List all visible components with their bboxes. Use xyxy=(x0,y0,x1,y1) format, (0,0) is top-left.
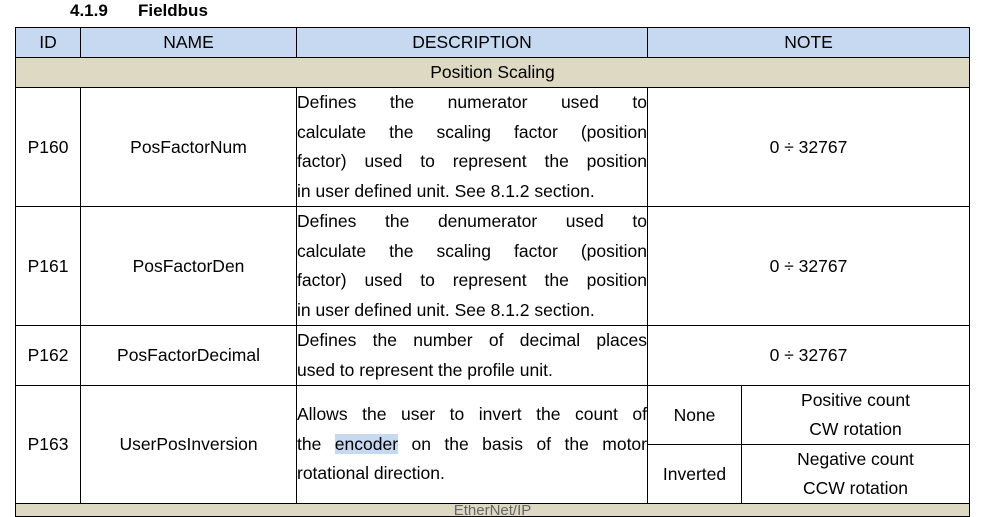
param-description xyxy=(297,88,648,207)
selected-text-highlight[interactable]: encoder xyxy=(334,433,399,454)
option-label: Inverted xyxy=(648,445,742,504)
option-note-line: CCW rotation xyxy=(802,478,909,498)
table-header-row xyxy=(16,28,970,58)
option-note xyxy=(742,386,970,445)
section-title: Fieldbus xyxy=(138,1,208,20)
group-row xyxy=(16,58,970,88)
table-row xyxy=(16,386,970,445)
param-id: P162 xyxy=(16,326,81,386)
param-name: UserPosInversion xyxy=(81,386,297,504)
description-line: Defines the number of decimal places xyxy=(297,330,647,350)
option-note xyxy=(742,445,970,504)
param-id: P160 xyxy=(16,88,81,207)
param-description xyxy=(297,326,648,386)
partial-group-title: EtherNet/IP xyxy=(453,505,532,515)
column-header-name: NAME xyxy=(81,28,297,58)
description-line: in user defined unit. See 8.1.2 section. xyxy=(297,299,595,320)
option-note-line: CW rotation xyxy=(809,419,902,439)
option-label: None xyxy=(648,386,742,445)
option-note-line: Negative count xyxy=(797,449,914,469)
group-row-partial xyxy=(16,504,970,517)
option-note-line: Positive count xyxy=(801,390,910,410)
description-text: on the basis of the motor xyxy=(398,433,647,454)
description-text: the xyxy=(297,433,335,454)
param-note: 0 ÷ 32767 xyxy=(648,88,970,207)
group-title: Position Scaling xyxy=(16,58,970,88)
description-line: calculate the scaling factor (position xyxy=(297,240,647,261)
description-line: factor) used to represent the position xyxy=(297,151,647,171)
description-line: rotational direction. xyxy=(297,463,445,484)
column-header-id: ID xyxy=(16,28,81,58)
parameter-table xyxy=(15,27,970,517)
column-header-description: DESCRIPTION xyxy=(297,28,648,58)
description-line: used to represent the profile unit. xyxy=(297,359,553,380)
param-name: PosFactorDen xyxy=(81,207,297,326)
param-note: 0 ÷ 32767 xyxy=(648,326,970,386)
param-id: P161 xyxy=(16,207,81,326)
param-description xyxy=(297,386,648,504)
section-number: 4.1.9 xyxy=(70,1,108,20)
section-heading xyxy=(70,0,208,22)
table-row xyxy=(16,88,970,207)
param-name: PosFactorNum xyxy=(81,88,297,207)
param-note: 0 ÷ 32767 xyxy=(648,207,970,326)
table-row xyxy=(16,326,970,386)
partial-group-cell xyxy=(16,504,970,517)
description-line: Defines the numerator used to xyxy=(297,92,647,112)
description-line: in user defined unit. See 8.1.2 section. xyxy=(297,180,595,201)
param-name: PosFactorDecimal xyxy=(81,326,297,386)
description-line: Defines the denumerator used to xyxy=(297,211,647,231)
param-description xyxy=(297,207,648,326)
description-line xyxy=(297,430,647,460)
param-id: P163 xyxy=(16,386,81,504)
description-line: factor) used to represent the position xyxy=(297,270,647,290)
description-line: calculate the scaling factor (position xyxy=(297,121,647,142)
description-line: Allows the user to invert the count of xyxy=(297,404,647,425)
column-header-note: NOTE xyxy=(648,28,970,58)
table-row xyxy=(16,207,970,326)
